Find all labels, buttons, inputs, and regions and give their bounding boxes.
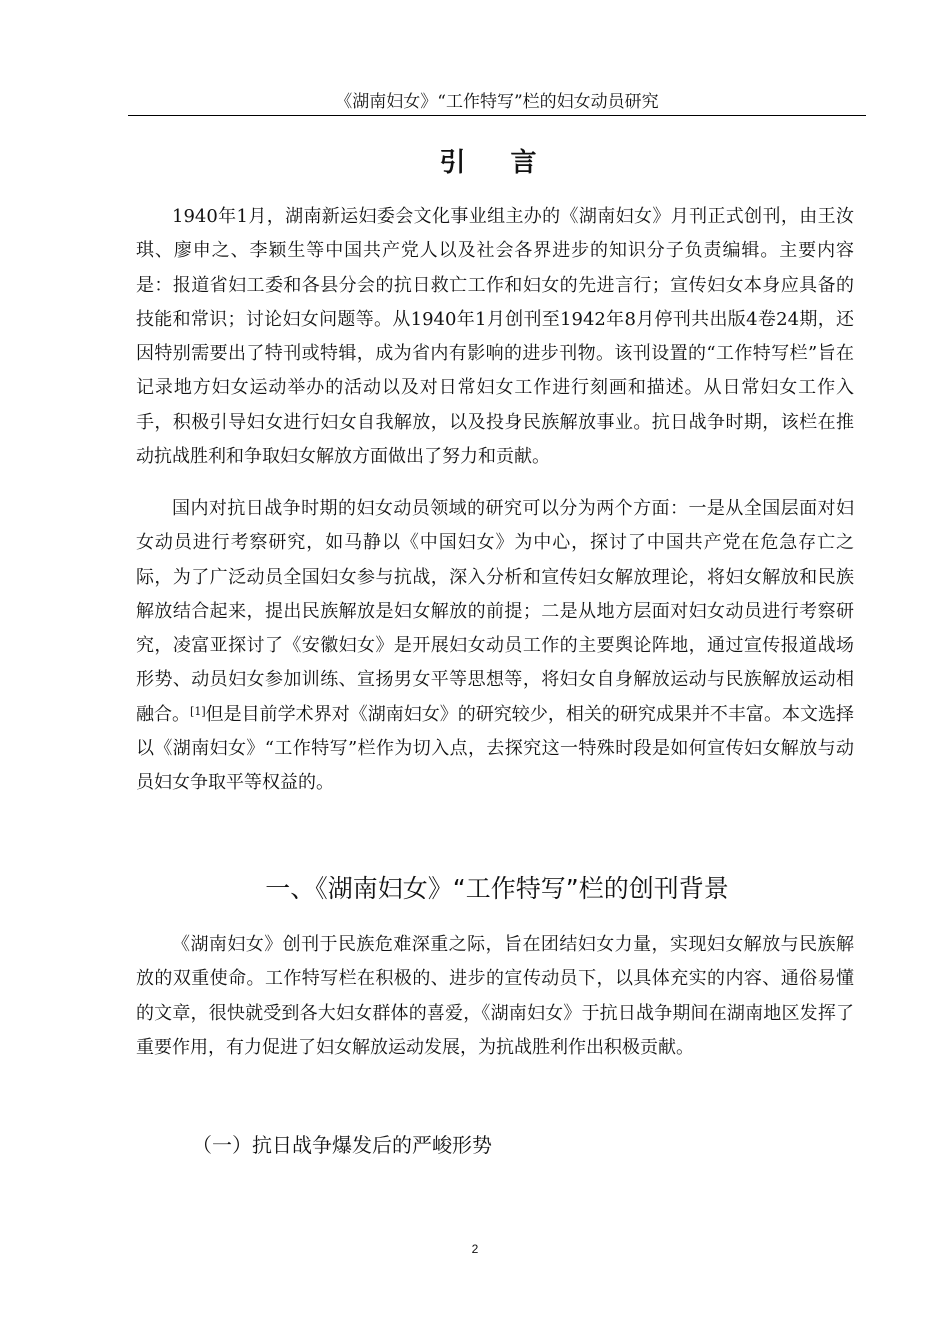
subsection-heading: （一）抗日战争爆发后的严峻形势: [192, 1133, 492, 1157]
header-divider: [128, 115, 866, 116]
running-header: 《湖南妇女》“工作特写”栏的妇女动员研究: [335, 92, 659, 112]
citation-ref: [1]: [190, 704, 206, 718]
section-paragraph: 《湖南妇女》创刊于民族危难深重之际，旨在团结妇女力量，实现妇女解放与民族解放的双重使命。工作特写栏在积极的、进步的宣传动员下，以具体充实的内容、通俗易懂的文章，很快就受到各大妇女群体的喜爱，《湖南妇女》于抗日战争期间在湖南地区发挥了重要作用，有力促进了妇女解放运动发展，为抗战胜利作出积极贡献。: [136, 934, 854, 1058]
page-number: 2: [471, 1242, 479, 1256]
section-heading: 一、《湖南妇女》“工作特写”栏的创刊背景: [265, 874, 729, 903]
intro-paragraph-2: [136, 492, 854, 801]
intro-paragraph-1: 1940年1月，湖南新运妇委会文化事业组主办的《湖南妇女》月刊正式创刊，由王汝琪、廖申之、李颖生等中国共产党人以及社会各界进步的知识分子负责编辑。主要内容是：报道省妇工委和各县分会的抗日救亡工作和妇女的先进言行；宣传妇女本身应具备的技能和常识；讨论妇女问题等。从1940年1月创刊至1942年8月停刊共出版4卷24期，还因特别需要出了特刊或特辑，成为省内有影响的进步刊物。该刊设置的“工作特写栏”旨在记录地方妇女运动举办的活动以及对日常妇女工作进行刻画和描述。从日常妇女工作入手，积极引导妇女进行妇女自我解放，以及投身民族解放事业。抗日战争时期，该栏在推动抗战胜利和争取妇女解放方面做出了努力和贡献。: [136, 206, 854, 468]
paragraph-text: 但是目前学术界对《湖南妇女》的研究较少，相关的研究成果并不丰富。本文选择以《湖南妇女》“工作特写”栏作为切入点，去探究这一特殊时段是如何宣传妇女解放与动员妇女争取平等权益的。: [136, 703, 854, 794]
paragraph-text: 国内对抗日战争时期的妇女动员领域的研究可以分为两个方面：一是从全国层面对妇女动员进行考察研究，如马静以《中国妇女》为中心，探讨了中国共产党在危急存亡之际，为了广泛动员全国妇女参与抗战，深入分析和宣传妇女解放理论，将妇女解放和民族解放结合起来，提出民族解放是妇女解放的前提；二是从地方层面对妇女动员进行考察研究，凌富亚探讨了《安徽妇女》是开展妇女动员工作的主要舆论阵地，通过宣传报道战场形势、动员妇女参加训练、宣扬男女平等思想等，将妇女自身解放运动与民族解放运动相融合。: [136, 498, 854, 725]
intro-title: 引 言: [439, 148, 555, 178]
